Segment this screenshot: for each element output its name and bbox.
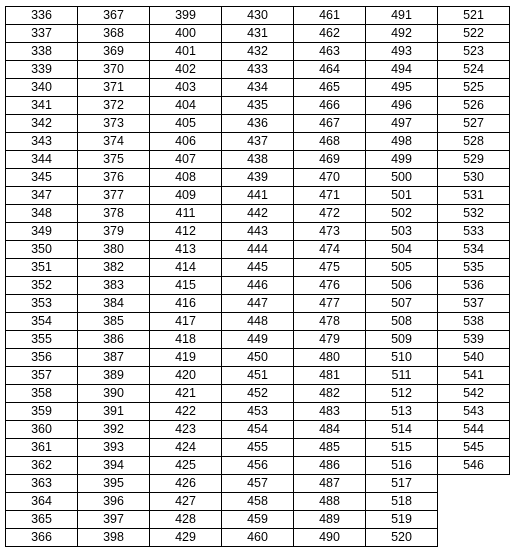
table-cell: 486: [294, 457, 366, 475]
table-row: [6, 529, 510, 547]
table-cell: 477: [294, 295, 366, 313]
table-row: [6, 223, 510, 241]
table-cell: 502: [366, 205, 438, 223]
table-cell: 528: [438, 133, 510, 151]
table-cell: 365: [6, 511, 78, 529]
table-cell: 385: [78, 313, 150, 331]
table-cell: 399: [150, 7, 222, 25]
table-cell: 493: [366, 43, 438, 61]
table-cell: 505: [366, 259, 438, 277]
table-row: [6, 133, 510, 151]
table-cell: 484: [294, 421, 366, 439]
table-cell: 480: [294, 349, 366, 367]
table-cell: 539: [438, 331, 510, 349]
table-row: [6, 43, 510, 61]
table-cell: 406: [150, 133, 222, 151]
table-cell: 376: [78, 169, 150, 187]
table-cell: 542: [438, 385, 510, 403]
table-cell: 389: [78, 367, 150, 385]
table-cell: 377: [78, 187, 150, 205]
table-cell: 350: [6, 241, 78, 259]
table-cell: 535: [438, 259, 510, 277]
table-cell: 374: [78, 133, 150, 151]
table-cell: 517: [366, 475, 438, 493]
table-cell: 438: [222, 151, 294, 169]
table-cell: 439: [222, 169, 294, 187]
table-cell: 457: [222, 475, 294, 493]
table-cell: 532: [438, 205, 510, 223]
table-cell: 516: [366, 457, 438, 475]
table-cell: 373: [78, 115, 150, 133]
table-cell: 359: [6, 403, 78, 421]
table-cell: 342: [6, 115, 78, 133]
table-row: [6, 421, 510, 439]
table-cell: 483: [294, 403, 366, 421]
table-cell: 514: [366, 421, 438, 439]
table-cell: 368: [78, 25, 150, 43]
empty-cell: [438, 529, 510, 547]
table-cell: 401: [150, 43, 222, 61]
table-cell: 499: [366, 151, 438, 169]
table-cell: 375: [78, 151, 150, 169]
table-cell: 386: [78, 331, 150, 349]
table-cell: 345: [6, 169, 78, 187]
table-row: [6, 259, 510, 277]
table-cell: 366: [6, 529, 78, 547]
table-cell: 372: [78, 97, 150, 115]
table-cell: 545: [438, 439, 510, 457]
table-cell: 356: [6, 349, 78, 367]
table-cell: 460: [222, 529, 294, 547]
table-row: [6, 115, 510, 133]
table-cell: 371: [78, 79, 150, 97]
table-cell: 426: [150, 475, 222, 493]
table-cell: 446: [222, 277, 294, 295]
table-cell: 391: [78, 403, 150, 421]
table-cell: 491: [366, 7, 438, 25]
table-cell: 512: [366, 385, 438, 403]
table-cell: 427: [150, 493, 222, 511]
table-cell: 496: [366, 97, 438, 115]
table-cell: 370: [78, 61, 150, 79]
table-cell: 520: [366, 529, 438, 547]
table-cell: 354: [6, 313, 78, 331]
table-cell: 463: [294, 43, 366, 61]
table-row: [6, 403, 510, 421]
table-cell: 418: [150, 331, 222, 349]
table-cell: 510: [366, 349, 438, 367]
table-cell: 536: [438, 277, 510, 295]
table-cell: 448: [222, 313, 294, 331]
table-cell: 404: [150, 97, 222, 115]
table-cell: 523: [438, 43, 510, 61]
table-cell: 423: [150, 421, 222, 439]
table-cell: 507: [366, 295, 438, 313]
table-cell: 456: [222, 457, 294, 475]
table-cell: 347: [6, 187, 78, 205]
table-cell: 387: [78, 349, 150, 367]
table-cell: 363: [6, 475, 78, 493]
table-row: [6, 493, 510, 511]
table-cell: 442: [222, 205, 294, 223]
table-cell: 518: [366, 493, 438, 511]
number-table: [5, 6, 510, 547]
table-cell: 349: [6, 223, 78, 241]
table-cell: 540: [438, 349, 510, 367]
table-cell: 533: [438, 223, 510, 241]
table-row: [6, 313, 510, 331]
table-row: [6, 511, 510, 529]
table-cell: 398: [78, 529, 150, 547]
table-cell: 380: [78, 241, 150, 259]
table-cell: 392: [78, 421, 150, 439]
table-cell: 369: [78, 43, 150, 61]
table-cell: 450: [222, 349, 294, 367]
table-cell: 367: [78, 7, 150, 25]
table-cell: 513: [366, 403, 438, 421]
table-cell: 503: [366, 223, 438, 241]
table-row: [6, 475, 510, 493]
table-cell: 481: [294, 367, 366, 385]
table-cell: 504: [366, 241, 438, 259]
table-cell: 402: [150, 61, 222, 79]
table-cell: 497: [366, 115, 438, 133]
table-cell: 415: [150, 277, 222, 295]
table-cell: 382: [78, 259, 150, 277]
table-cell: 494: [366, 61, 438, 79]
table-cell: 341: [6, 97, 78, 115]
table-cell: 437: [222, 133, 294, 151]
table-row: [6, 187, 510, 205]
table-cell: 395: [78, 475, 150, 493]
table-cell: 443: [222, 223, 294, 241]
table-cell: 501: [366, 187, 438, 205]
table-cell: 351: [6, 259, 78, 277]
table-cell: 430: [222, 7, 294, 25]
table-row: [6, 385, 510, 403]
table-cell: 459: [222, 511, 294, 529]
table-cell: 526: [438, 97, 510, 115]
table-cell: 419: [150, 349, 222, 367]
table-cell: 479: [294, 331, 366, 349]
table-cell: 515: [366, 439, 438, 457]
table-cell: 390: [78, 385, 150, 403]
table-cell: 470: [294, 169, 366, 187]
table-cell: 362: [6, 457, 78, 475]
table-cell: 337: [6, 25, 78, 43]
table-cell: 432: [222, 43, 294, 61]
table-cell: 447: [222, 295, 294, 313]
table-cell: 400: [150, 25, 222, 43]
table-cell: 409: [150, 187, 222, 205]
table-cell: 434: [222, 79, 294, 97]
table-cell: 360: [6, 421, 78, 439]
table-cell: 394: [78, 457, 150, 475]
table-cell: 338: [6, 43, 78, 61]
table-row: [6, 277, 510, 295]
table-cell: 498: [366, 133, 438, 151]
table-cell: 343: [6, 133, 78, 151]
table-cell: 488: [294, 493, 366, 511]
table-cell: 531: [438, 187, 510, 205]
table-cell: 511: [366, 367, 438, 385]
table-cell: 420: [150, 367, 222, 385]
table-cell: 414: [150, 259, 222, 277]
table-cell: 487: [294, 475, 366, 493]
table-row: [6, 97, 510, 115]
table-cell: 476: [294, 277, 366, 295]
table-cell: 452: [222, 385, 294, 403]
table-cell: 461: [294, 7, 366, 25]
table-cell: 379: [78, 223, 150, 241]
table-cell: 506: [366, 277, 438, 295]
table-row: [6, 79, 510, 97]
table-cell: 413: [150, 241, 222, 259]
table-cell: 397: [78, 511, 150, 529]
table-cell: 336: [6, 7, 78, 25]
table-cell: 348: [6, 205, 78, 223]
table-cell: 453: [222, 403, 294, 421]
table-cell: 421: [150, 385, 222, 403]
table-cell: 344: [6, 151, 78, 169]
table-cell: 546: [438, 457, 510, 475]
table-cell: 383: [78, 277, 150, 295]
table-cell: 428: [150, 511, 222, 529]
table-cell: 458: [222, 493, 294, 511]
number-table-body: [6, 7, 510, 547]
table-cell: 509: [366, 331, 438, 349]
table-row: [6, 61, 510, 79]
table-row: [6, 169, 510, 187]
table-row: [6, 241, 510, 259]
table-cell: 407: [150, 151, 222, 169]
table-cell: 353: [6, 295, 78, 313]
table-cell: 529: [438, 151, 510, 169]
table-cell: 462: [294, 25, 366, 43]
table-cell: 417: [150, 313, 222, 331]
table-row: [6, 439, 510, 457]
table-row: [6, 205, 510, 223]
table-cell: 534: [438, 241, 510, 259]
table-cell: 466: [294, 97, 366, 115]
table-cell: 468: [294, 133, 366, 151]
table-cell: 521: [438, 7, 510, 25]
table-cell: 384: [78, 295, 150, 313]
table-cell: 424: [150, 439, 222, 457]
table-cell: 519: [366, 511, 438, 529]
table-cell: 403: [150, 79, 222, 97]
table-cell: 472: [294, 205, 366, 223]
table-cell: 525: [438, 79, 510, 97]
empty-cell: [438, 493, 510, 511]
table-cell: 467: [294, 115, 366, 133]
table-cell: 508: [366, 313, 438, 331]
table-cell: 435: [222, 97, 294, 115]
table-cell: 433: [222, 61, 294, 79]
table-cell: 482: [294, 385, 366, 403]
table-row: [6, 331, 510, 349]
table-cell: 455: [222, 439, 294, 457]
table-cell: 449: [222, 331, 294, 349]
table-cell: 436: [222, 115, 294, 133]
table-row: [6, 25, 510, 43]
table-cell: 490: [294, 529, 366, 547]
table-cell: 444: [222, 241, 294, 259]
table-cell: 445: [222, 259, 294, 277]
table-cell: 471: [294, 187, 366, 205]
table-cell: 538: [438, 313, 510, 331]
empty-cell: [438, 475, 510, 493]
table-cell: 469: [294, 151, 366, 169]
table-row: [6, 349, 510, 367]
table-cell: 352: [6, 277, 78, 295]
table-cell: 429: [150, 529, 222, 547]
table-cell: 361: [6, 439, 78, 457]
table-cell: 378: [78, 205, 150, 223]
table-cell: 355: [6, 331, 78, 349]
table-row: [6, 151, 510, 169]
table-cell: 464: [294, 61, 366, 79]
table-cell: 431: [222, 25, 294, 43]
table-cell: 524: [438, 61, 510, 79]
table-cell: 364: [6, 493, 78, 511]
table-cell: 422: [150, 403, 222, 421]
table-cell: 393: [78, 439, 150, 457]
table-cell: 478: [294, 313, 366, 331]
table-cell: 441: [222, 187, 294, 205]
table-cell: 408: [150, 169, 222, 187]
table-cell: 541: [438, 367, 510, 385]
table-cell: 340: [6, 79, 78, 97]
table-cell: 358: [6, 385, 78, 403]
table-row: [6, 295, 510, 313]
table-cell: 492: [366, 25, 438, 43]
table-cell: 411: [150, 205, 222, 223]
table-cell: 527: [438, 115, 510, 133]
table-cell: 485: [294, 439, 366, 457]
table-row: [6, 457, 510, 475]
table-cell: 339: [6, 61, 78, 79]
table-cell: 489: [294, 511, 366, 529]
table-cell: 412: [150, 223, 222, 241]
table-cell: 474: [294, 241, 366, 259]
table-row: [6, 367, 510, 385]
table-cell: 357: [6, 367, 78, 385]
table-cell: 522: [438, 25, 510, 43]
empty-cell: [438, 511, 510, 529]
table-cell: 473: [294, 223, 366, 241]
table-cell: 530: [438, 169, 510, 187]
table-row: [6, 7, 510, 25]
table-cell: 396: [78, 493, 150, 511]
table-cell: 495: [366, 79, 438, 97]
table-cell: 475: [294, 259, 366, 277]
table-cell: 454: [222, 421, 294, 439]
table-cell: 544: [438, 421, 510, 439]
table-cell: 451: [222, 367, 294, 385]
table-cell: 405: [150, 115, 222, 133]
table-cell: 500: [366, 169, 438, 187]
table-cell: 425: [150, 457, 222, 475]
table-cell: 465: [294, 79, 366, 97]
table-cell: 537: [438, 295, 510, 313]
table-cell: 416: [150, 295, 222, 313]
table-cell: 543: [438, 403, 510, 421]
